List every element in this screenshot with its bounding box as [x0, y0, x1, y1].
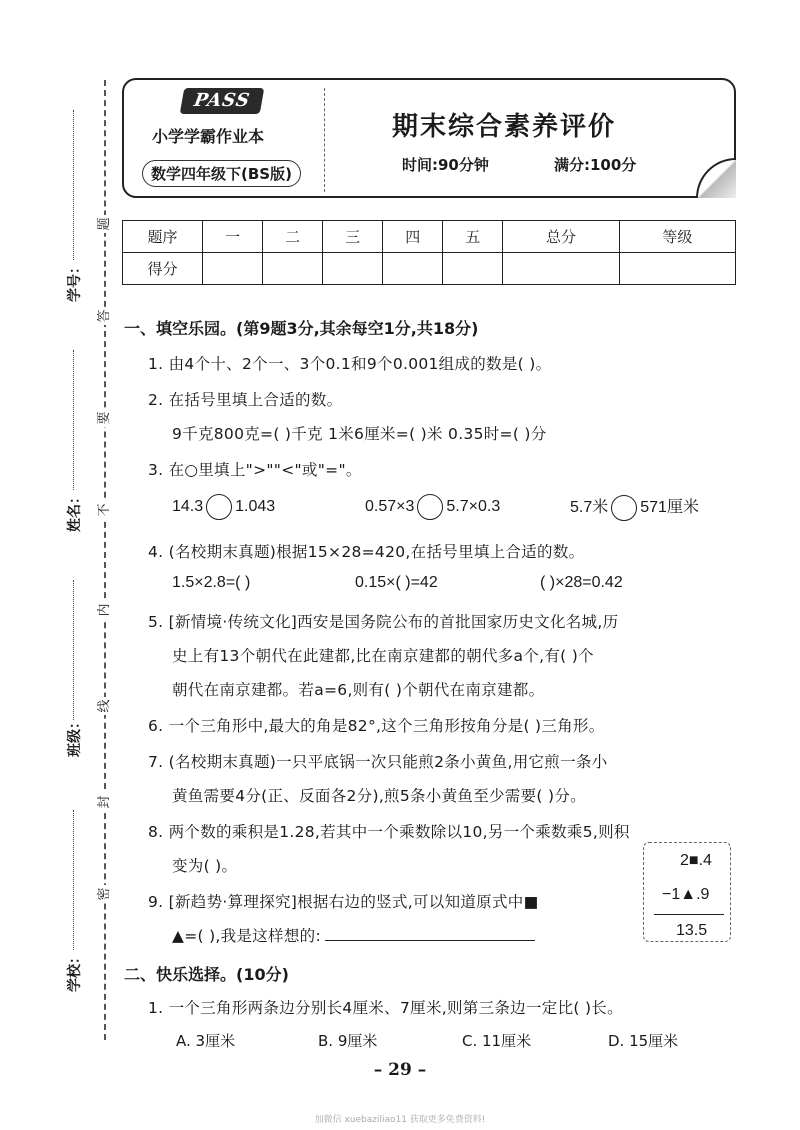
binding-char: 封: [95, 793, 115, 811]
header-divider: [324, 88, 325, 192]
score-input-cell[interactable]: [203, 253, 263, 285]
vertical-line-2: −1▲.9: [662, 886, 710, 903]
section-1-title: 一、填空乐园。(第9题3分,其余每空1分,共18分): [124, 319, 479, 338]
student-name-field[interactable]: [62, 350, 86, 550]
compare-item-2: [365, 494, 500, 518]
score-input-cell[interactable]: [323, 253, 383, 285]
question-1-5-line-2[interactable]: 史上有13个朝代在此建都,比在南京建都的朝代多a个,有( )个: [172, 647, 594, 665]
score-cell: 四: [383, 221, 443, 253]
binding-char: 线: [95, 697, 115, 715]
exam-full-score: 满分:100分: [554, 156, 637, 174]
class-label: 班级：: [67, 715, 83, 757]
score-table-header-row: [123, 221, 736, 253]
question-1-4: 4. (名校期末真题)根据15×28=420,在括号里填上合适的数。: [148, 543, 585, 561]
compare-right: 571厘米: [640, 499, 699, 516]
option-b[interactable]: B. 9厘米: [318, 1032, 378, 1050]
binding-char: 密: [95, 885, 115, 903]
binding-char: 答: [95, 307, 115, 325]
score-cell: 等级: [619, 221, 735, 253]
binding-char: 要: [95, 409, 115, 427]
binding-char: 题: [95, 215, 115, 233]
class-field[interactable]: [62, 580, 86, 780]
compare-right: 1.043: [235, 498, 276, 516]
question-1-1[interactable]: 1. 由4个十、2个一、3个0.1和9个0.001组成的数是( )。: [148, 355, 552, 373]
question-1-7: 7. (名校期末真题)一只平底锅一次只能煎2条小黄鱼,用它煎一条小: [148, 753, 608, 771]
question-1-9-text: ▲=( ),我是这样想的:: [172, 927, 321, 945]
option-c[interactable]: C. 11厘米: [462, 1032, 532, 1050]
q4-item-3[interactable]: ( )×28=0.42: [540, 574, 623, 591]
question-2-1: 1. 一个三角形两条边分别长4厘米、7厘米,则第三条边一定比( )长。: [148, 999, 623, 1017]
score-input-cell[interactable]: [503, 253, 619, 285]
compare-left: 14.3: [172, 498, 204, 516]
q4-item-2[interactable]: 0.15×( )=42: [355, 574, 438, 591]
compare-item-1: [172, 494, 275, 518]
binding-char: 不: [95, 501, 115, 519]
binding-char: 内: [95, 601, 115, 619]
option-d[interactable]: D. 15厘米: [608, 1032, 679, 1050]
compare-circle[interactable]: [417, 494, 443, 520]
question-1-9-line-2[interactable]: [172, 924, 535, 946]
q4-item-1[interactable]: 1.5×2.8=( ): [172, 574, 251, 591]
brand-name: 小学学霸作业本: [152, 127, 265, 146]
school-label: 学校：: [67, 950, 83, 992]
student-id-line: [73, 110, 74, 260]
vertical-rule: [654, 914, 724, 915]
question-1-5-line-3[interactable]: 朝代在南京建都。若a=6,则有( )个朝代在南京建都。: [172, 681, 545, 699]
question-1-9: 9. [新趋势·算理探究]根据右边的竖式,可以知道原式中■: [148, 893, 539, 911]
watermark: 加微信 xuebaziliao11 获取更多免费资料!: [314, 1115, 486, 1125]
score-cell: 一: [203, 221, 263, 253]
score-input-cell[interactable]: [619, 253, 735, 285]
class-line: [73, 580, 74, 720]
question-1-8: 8. 两个数的乘积是1.28,若其中一个乘数除以10,另一个乘数乘5,则积: [148, 823, 630, 841]
student-id-field[interactable]: [62, 110, 86, 310]
score-cell: 五: [443, 221, 503, 253]
question-1-7-line-2[interactable]: 黄鱼需要4分(正、反面各2分),煎5条小黄鱼至少需要( )分。: [172, 787, 586, 805]
page-number: – 29 –: [373, 1060, 427, 1080]
pass-logo: PASS: [180, 88, 265, 114]
compare-right: 5.7×0.3: [446, 498, 501, 516]
compare-circle[interactable]: [611, 495, 637, 521]
score-cell: 二: [263, 221, 323, 253]
question-1-8-line-2[interactable]: 变为( )。: [172, 857, 238, 875]
score-row-label: 得分: [123, 253, 203, 285]
option-a[interactable]: A. 3厘米: [176, 1032, 236, 1050]
question-1-2: 2. 在括号里填上合适的数。: [148, 391, 343, 409]
score-input-cell[interactable]: [443, 253, 503, 285]
exam-title: 期末综合素养评价: [392, 112, 617, 142]
section-2-title: 二、快乐选择。(10分): [124, 965, 289, 984]
score-table: [122, 220, 736, 285]
compare-left: 0.57×3: [365, 498, 415, 516]
score-cell: 总分: [503, 221, 619, 253]
question-1-3: 3. 在○里填上">""<"或"="。: [148, 461, 362, 479]
score-input-cell[interactable]: [383, 253, 443, 285]
score-table-score-row: [123, 253, 736, 285]
vertical-line-3: 13.5: [676, 922, 708, 939]
student-name-line: [73, 350, 74, 490]
exam-header: [122, 78, 736, 198]
compare-item-3: [570, 494, 699, 518]
score-cell: 题序: [123, 221, 203, 253]
score-input-cell[interactable]: [263, 253, 323, 285]
compare-circle[interactable]: [206, 494, 232, 520]
page-curl-decoration: [696, 158, 736, 198]
vertical-line-1: 2■.4: [680, 852, 712, 869]
question-1-5: 5. [新情境·传统文化]西安是国务院公布的首批国家历史文化名城,历: [148, 613, 619, 631]
reasoning-answer-line[interactable]: [325, 940, 535, 941]
exam-time: 时间:90分钟: [402, 156, 489, 174]
grade-badge: 数学四年级下(BS版): [142, 160, 301, 187]
student-name-label: 姓名：: [67, 490, 83, 532]
school-field[interactable]: [62, 810, 86, 1010]
question-1-2-items[interactable]: 9千克800克=( )千克 1米6厘米=( )米 0.35时=( )分: [172, 425, 547, 443]
student-id-label: 学号：: [67, 260, 83, 302]
question-1-6[interactable]: 6. 一个三角形中,最大的角是82°,这个三角形按角分是( )三角形。: [148, 717, 605, 735]
score-cell: 三: [323, 221, 383, 253]
compare-left: 5.7米: [570, 499, 609, 516]
school-line: [73, 810, 74, 950]
